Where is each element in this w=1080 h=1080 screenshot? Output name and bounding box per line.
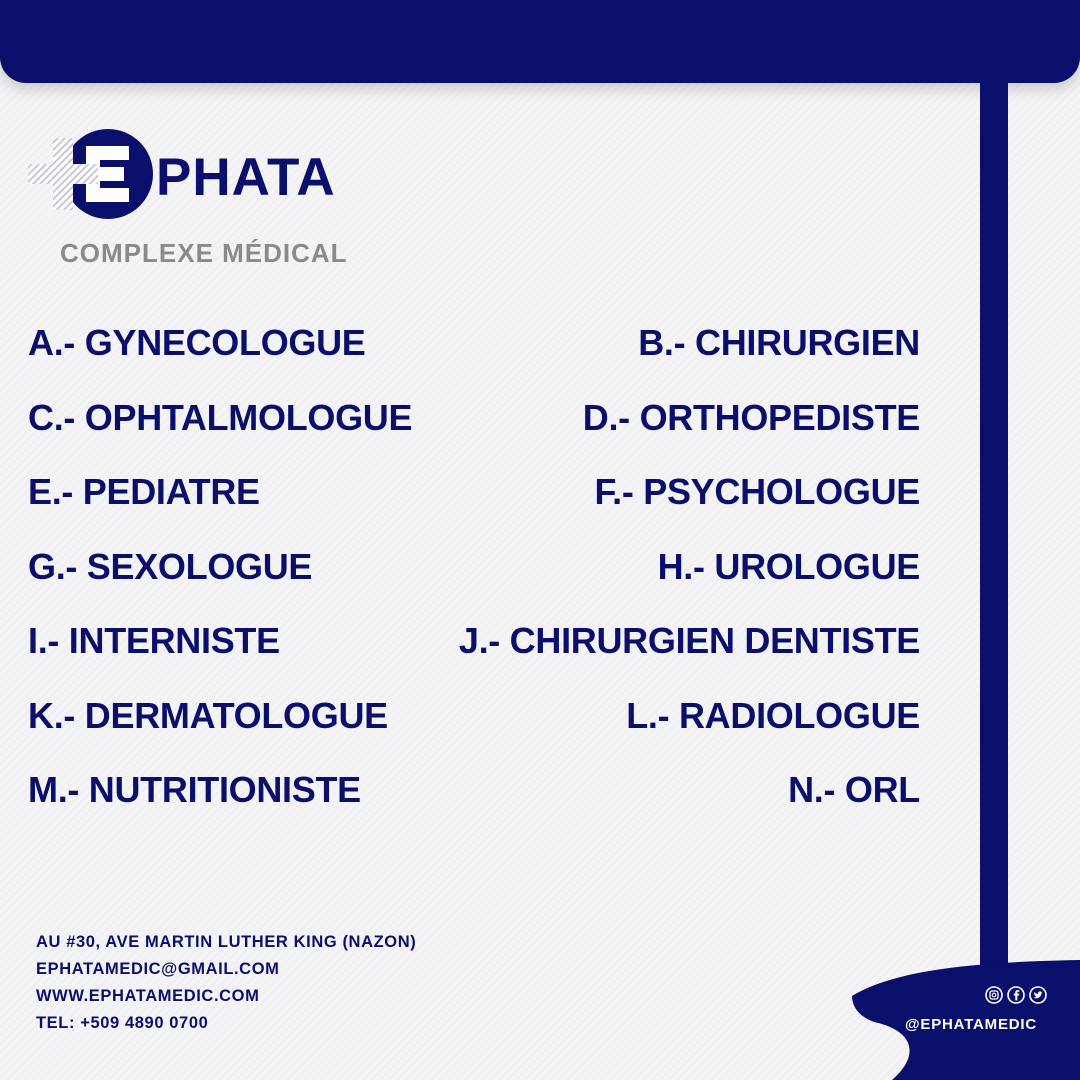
specialty-item: H.- UROLOGUE [657, 546, 920, 587]
specialty-item: A.- GYNECOLOGUE [28, 322, 366, 363]
instagram-icon[interactable] [986, 987, 1002, 1003]
brand-logo [26, 126, 376, 276]
specialty-item: E.- PEDIATRE [28, 471, 260, 512]
logo-mark-icon [26, 126, 156, 226]
specialty-item: I.- INTERNISTE [28, 620, 280, 661]
facebook-icon[interactable] [1008, 987, 1024, 1003]
social-handle: @EPHATAMEDIC [905, 1016, 1038, 1033]
social-icons [985, 986, 1051, 1004]
contact-phone: TEL: +509 4890 0700 [36, 1014, 209, 1032]
specialty-item: F.- PSYCHOLOGUE [594, 471, 920, 512]
specialty-item: G.- SEXOLOGUE [28, 546, 313, 587]
side-bar [980, 80, 1008, 975]
brand-subtitle: COMPLEXE MÉDICAL [60, 238, 348, 268]
top-banner [0, 0, 1080, 83]
specialty-item: L.- RADIOLOGUE [626, 695, 920, 736]
specialty-item: K.- DERMATOLOGUE [28, 695, 388, 736]
contact-email: EPHATAMEDIC@GMAIL.COM [36, 960, 280, 978]
contact-website: WWW.EPHATAMEDIC.COM [36, 987, 260, 1005]
brand-name: PHATA [156, 148, 336, 207]
twitter-icon[interactable] [1030, 987, 1046, 1003]
specialty-item: J.- CHIRURGIEN DENTISTE [458, 620, 920, 661]
specialty-item: C.- OPHTALMOLOGUE [28, 397, 413, 438]
contact-address: AU #30, AVE MARTIN LUTHER KING (NAZON) [36, 933, 417, 951]
specialty-item: N.- ORL [788, 769, 920, 810]
specialty-item: B.- CHIRURGIEN [638, 322, 920, 363]
specialty-item: D.- ORTHOPEDISTE [582, 397, 920, 438]
specialty-item: M.- NUTRITIONISTE [28, 769, 361, 810]
